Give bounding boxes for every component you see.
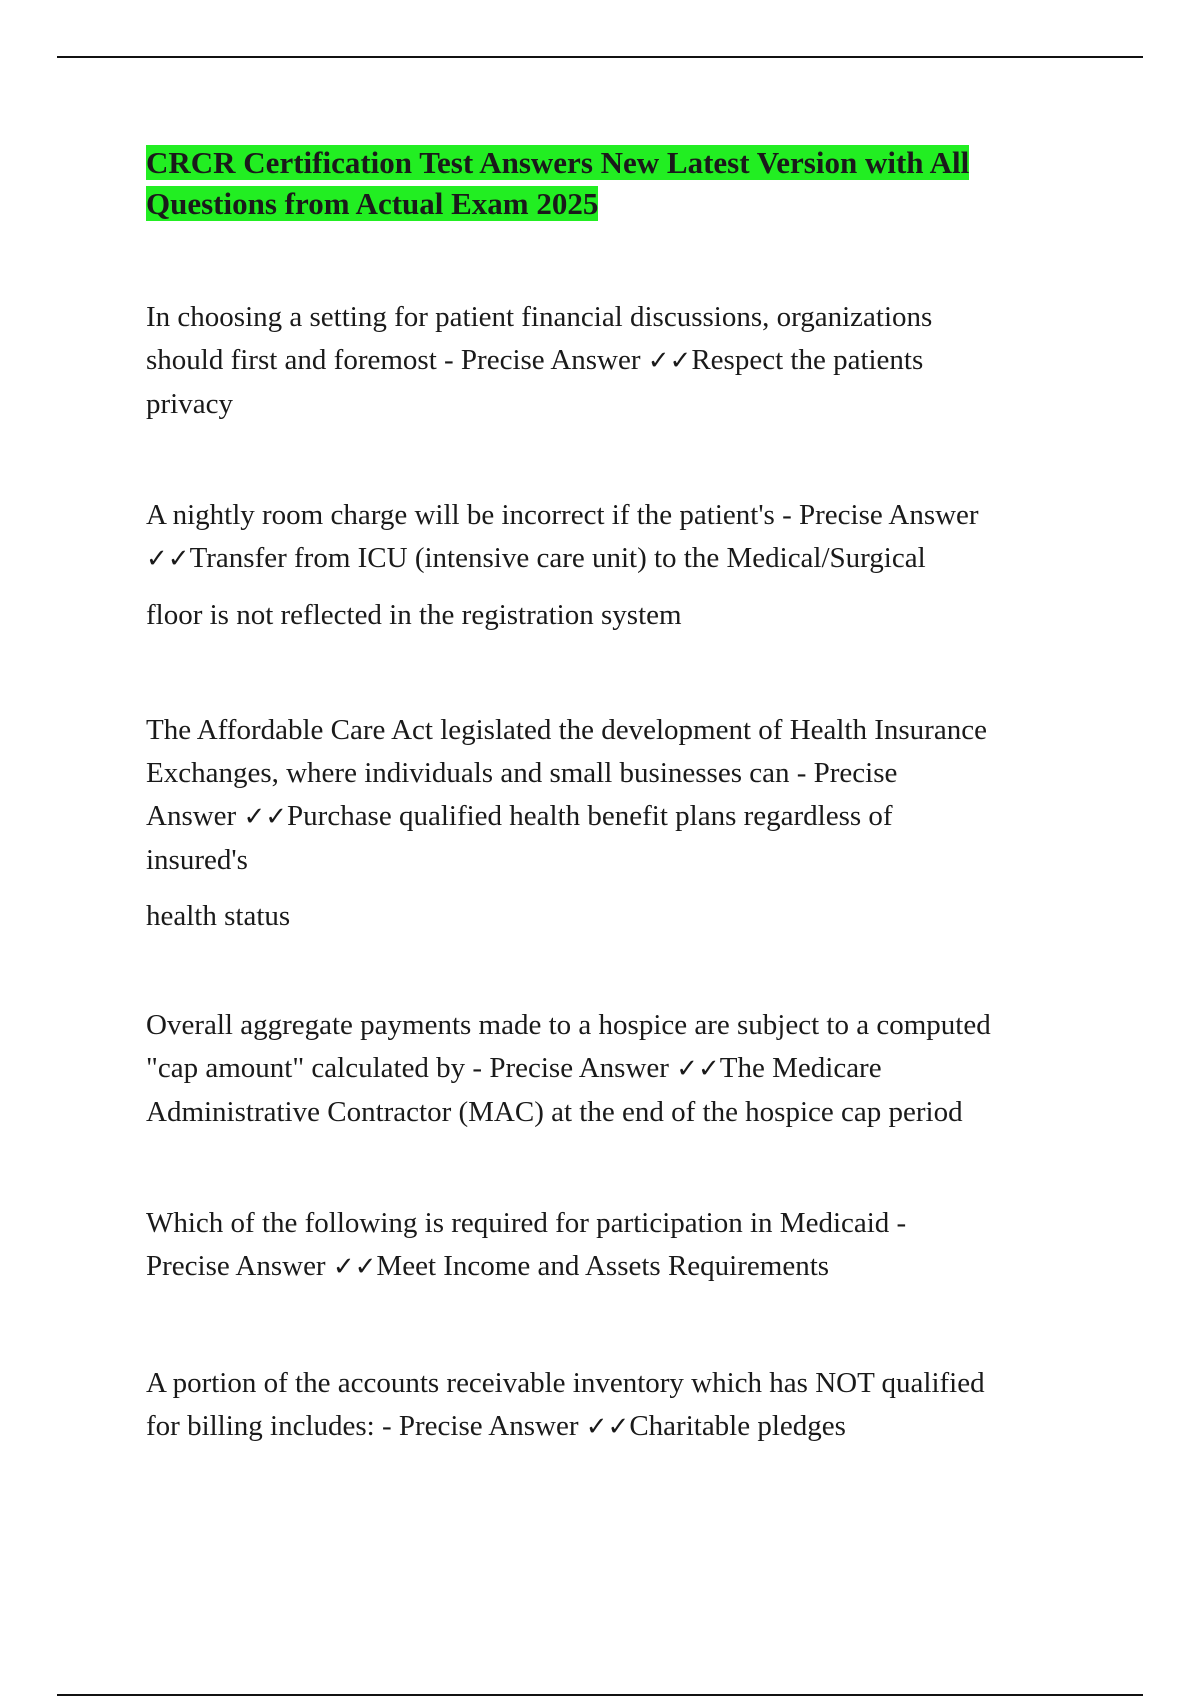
- top-rule: [57, 56, 1143, 58]
- page-title: [146, 142, 1106, 224]
- qa-line: should first and foremost - Precise Answer ✓✓Respect the patients: [146, 344, 924, 376]
- title-line-1: CRCR Certification Test Answers New Latest Version with All: [146, 145, 970, 180]
- qa-line: insured's: [146, 844, 248, 876]
- qa-item-2: [146, 494, 1106, 637]
- check-mark-icon: ✓✓: [647, 346, 692, 376]
- qa-line: Answer ✓✓Purchase qualified health benefit plans regardless of: [146, 800, 893, 832]
- title-line-2: Questions from Actual Exam 2025: [146, 186, 599, 221]
- qa-line: Administrative Contractor (MAC) at the end of the hospice cap period: [146, 1096, 963, 1128]
- bottom-rule: [57, 1694, 1143, 1696]
- qa-item-4: [146, 1004, 1106, 1134]
- check-mark-icon: ✓✓: [243, 802, 288, 832]
- check-mark-icon: ✓✓: [332, 1252, 377, 1282]
- qa-line: In choosing a setting for patient financial discussions, organizations: [146, 301, 933, 333]
- qa-item-3: [146, 709, 1106, 938]
- qa-line: Precise Answer ✓✓Meet Income and Assets Requirements: [146, 1250, 830, 1282]
- qa-line: "cap amount" calculated by - Precise Answer ✓✓The Medicare: [146, 1052, 882, 1084]
- qa-item-1: [146, 296, 1106, 426]
- qa-line: Exchanges, where individuals and small businesses can - Precise: [146, 757, 898, 789]
- qa-item-5: [146, 1202, 1106, 1289]
- qa-item-6: [146, 1362, 1106, 1449]
- qa-line: health status: [146, 900, 291, 932]
- qa-line: The Affordable Care Act legislated the development of Health Insurance: [146, 714, 987, 746]
- check-mark-icon: ✓✓: [676, 1054, 720, 1084]
- qa-line: Overall aggregate payments made to a hospice are subject to a computed: [146, 1009, 991, 1041]
- qa-line: for billing includes: - Precise Answer ✓✓Charitable pledges: [146, 1410, 846, 1442]
- check-mark-icon: ✓✓: [146, 544, 190, 574]
- qa-line: A portion of the accounts receivable inventory which has NOT qualified: [146, 1367, 985, 1399]
- qa-line: ✓✓Transfer from ICU (intensive care unit) to the Medical/Surgical: [146, 542, 926, 574]
- qa-line: Which of the following is required for participation in Medicaid -: [146, 1207, 907, 1239]
- check-mark-icon: ✓✓: [585, 1412, 630, 1442]
- qa-line: floor is not reflected in the registration system: [146, 599, 682, 631]
- qa-line: privacy: [146, 388, 233, 420]
- qa-line: A nightly room charge will be incorrect if the patient's - Precise Answer: [146, 499, 979, 531]
